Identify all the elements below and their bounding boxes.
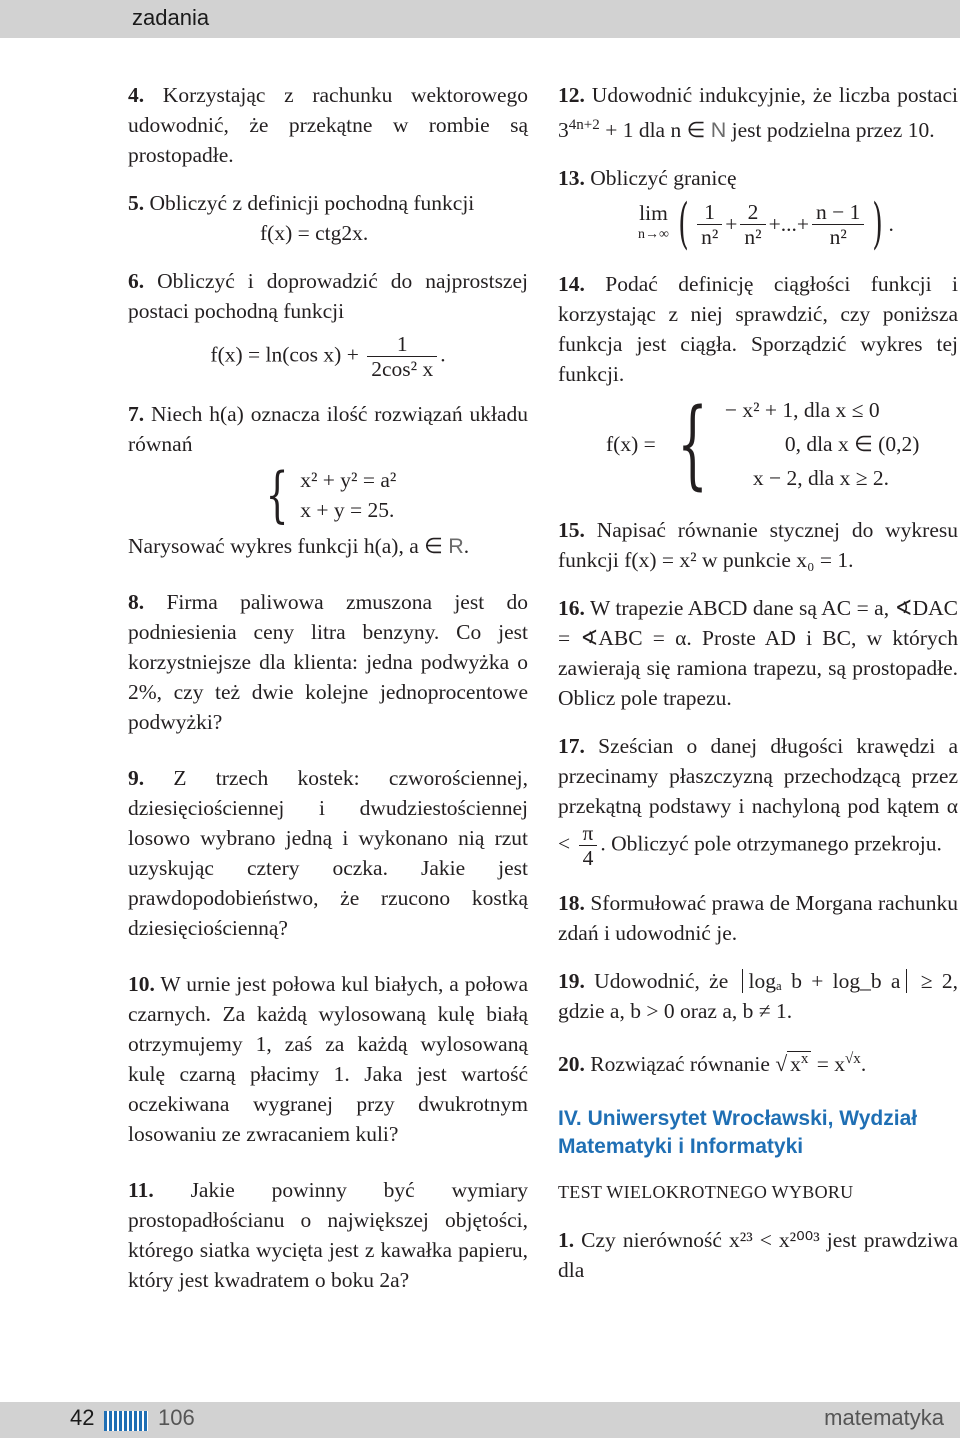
problem-number: 13. bbox=[558, 166, 585, 191]
problem-text: Niech h(a) oznacza ilość rozwiązań układu równań bbox=[128, 402, 528, 456]
problem-number: 16. bbox=[558, 596, 585, 621]
problem-text: Obliczyć i doprowadzić do najprostszej postaci pochodną funkcji bbox=[128, 269, 528, 323]
formula-end: . bbox=[860, 1052, 867, 1077]
page-header bbox=[0, 0, 960, 38]
fraction-numerator: 1 bbox=[697, 200, 722, 225]
power-exponent: √x bbox=[845, 1051, 861, 1068]
question-text: Czy nierówność bbox=[581, 1228, 722, 1253]
question-1 bbox=[558, 1225, 958, 1285]
problem-text: Obliczyć granicę bbox=[590, 166, 737, 191]
problem-text: Rozwiązać równanie bbox=[590, 1052, 770, 1077]
issue-number: 106 bbox=[158, 1405, 195, 1430]
inequality: x²³ < x²⁰⁰³ bbox=[729, 1228, 820, 1253]
lim-subscript: n→∞ bbox=[638, 227, 669, 243]
problem-number: 17. bbox=[558, 734, 585, 759]
problem-text: Z trzech kostek: czworościennej, dziesięciościennej i dwudziestościennej losowo wybrano jedną i wykonano nią rzut uzyskując cztery oczka. Jakie jest prawdopodobieństwo, że rzucono kostką dziesięciościenną? bbox=[128, 766, 529, 940]
fraction bbox=[812, 200, 864, 249]
page-footer bbox=[0, 1402, 960, 1438]
question-number: 1. bbox=[558, 1228, 575, 1253]
problem-text-c: jest podzielna przez 10. bbox=[731, 118, 935, 143]
piecewise-function bbox=[606, 388, 958, 501]
question-text-b: jest prawdziwa dla bbox=[558, 1228, 959, 1283]
fraction-denominator: n² bbox=[744, 224, 762, 249]
problem-text: Napisać równanie stycznej do wykresu funkcji f(x) = x² w punkcie x₀ = 1. bbox=[558, 518, 959, 573]
fraction-numerator: 1 bbox=[367, 332, 437, 357]
natural-numbers-symbol: N bbox=[710, 118, 727, 143]
case-1: − x² + 1, dla x ≤ 0 bbox=[724, 398, 880, 423]
text-end: . bbox=[463, 534, 470, 558]
sqrt-base: x bbox=[790, 1052, 801, 1077]
problem-text: Udowodnić indukcyjnie, że liczba postaci bbox=[591, 83, 958, 107]
fraction bbox=[697, 200, 722, 249]
problem-number: 14. bbox=[558, 272, 585, 297]
fraction bbox=[579, 821, 598, 870]
real-numbers-symbol: R bbox=[448, 534, 464, 558]
problem-text: Korzystając z rachunku wektorowego udowodnić, że przekątne w rombie są prostopadłe. bbox=[128, 83, 529, 167]
problem-number: 18. bbox=[558, 891, 585, 916]
problem-16 bbox=[558, 593, 958, 713]
problem-17 bbox=[558, 731, 958, 870]
problem-number: 15. bbox=[558, 518, 585, 543]
ellipsis: +...+ bbox=[768, 212, 809, 237]
problem-8 bbox=[128, 587, 528, 737]
equation: √ $x^x = x^{√x}$. bbox=[775, 1051, 867, 1077]
problem-10 bbox=[128, 969, 528, 1149]
right-column bbox=[558, 80, 958, 1285]
problem-text-2: Narysować wykres funkcji h(a), a ∈ bbox=[128, 534, 443, 558]
power-base: 3 bbox=[558, 118, 569, 143]
fraction-denominator: 2cos² x bbox=[371, 357, 434, 381]
sqrt-exponent: x bbox=[800, 1051, 809, 1068]
fraction-numerator: π bbox=[579, 821, 598, 846]
problem-text: Jakie powinny być wymiary prostopadłościanu o największej objętości, którego siatka wycięta jest z kawałka papieru, który jest kwadratem o boku 2a? bbox=[128, 1178, 528, 1292]
problem-19 bbox=[558, 966, 958, 1026]
formula: f(x) = ctg2x. bbox=[260, 221, 369, 245]
equation-system bbox=[258, 460, 528, 530]
problem-number: 10. bbox=[128, 972, 155, 996]
problem-text: Sześcian o danej długości krawędzi a przecinamy płaszczyzną przechodzącą przez przekątną podstawy i nachyloną pod kątem α < bbox=[558, 734, 958, 856]
problem-6 bbox=[128, 266, 528, 381]
absolute-value: logₐ b + log_b a bbox=[742, 969, 908, 993]
problem-13 bbox=[558, 163, 958, 256]
left-brace: { bbox=[265, 460, 289, 530]
problem-9 bbox=[128, 763, 528, 943]
problem-18 bbox=[558, 888, 958, 948]
problem-number: 11. bbox=[128, 1178, 154, 1202]
right-paren: ) bbox=[872, 192, 884, 256]
problem-text: W trapezie ABCD dane są AC = a, ∢DAC = ∢ABC = α. Proste AD i BC, w których zawierają się ramiona trapezu, są prostopadłe. Oblicz pole trapezu. bbox=[558, 596, 958, 711]
test-subtitle: TEST WIELOKROTNEGO WYBORU bbox=[558, 1182, 854, 1203]
fraction bbox=[367, 332, 437, 381]
power-exponent: 4n+2 bbox=[568, 117, 600, 133]
problem-number: 5. bbox=[128, 191, 145, 215]
problem-text-b: . Obliczyć pole otrzymanego przekroju. bbox=[600, 831, 942, 856]
problem-14 bbox=[558, 269, 958, 501]
problem-text: Udowodnić, że bbox=[594, 969, 729, 994]
formula-end: . bbox=[440, 342, 446, 367]
problem-number: 8. bbox=[128, 590, 145, 614]
problem-number: 19. bbox=[558, 969, 585, 994]
fraction-denominator: n² bbox=[829, 224, 847, 249]
formula bbox=[128, 332, 528, 381]
problem-number: 7. bbox=[128, 402, 145, 426]
function-lhs: f(x) = bbox=[606, 432, 656, 457]
problem-15 bbox=[558, 515, 958, 575]
formula-end: . bbox=[888, 212, 894, 237]
fraction-denominator: n² bbox=[701, 224, 719, 249]
section-heading: IV. Uniwersytet Wrocławski, Wydział Matematyki i Informatyki bbox=[558, 1107, 918, 1159]
left-paren: ( bbox=[678, 192, 689, 256]
fraction bbox=[740, 200, 765, 249]
problem-number: 12. bbox=[558, 83, 585, 107]
problem-text-b: + 1 dla n ∈ bbox=[605, 118, 706, 143]
problem-number: 6. bbox=[128, 269, 145, 293]
case-2: 0, dla x ∈ (0,2) bbox=[784, 432, 920, 457]
magazine-name: matematyka bbox=[824, 1405, 944, 1430]
problem-text-b: ≥ 2, gdzie a, b > 0 oraz a, b ≠ 1. bbox=[558, 969, 959, 1024]
problem-number: 4. bbox=[128, 83, 145, 107]
equation-middle: = x bbox=[816, 1052, 846, 1077]
problem-text: Firma paliwowa zmuszona jest do podniesienia ceny litra benzyny. Co jest korzystniejsze dla klienta: jedna podwyżka o 2%, czy też dwie kolejne jednoprocentowe podwyżki? bbox=[128, 590, 528, 734]
problem-text: W urnie jest połowa kul białych, a połowa czarnych. Za każdą wylosowaną kulę białą otrzymujemy 1, zaś za każdą wylosowaną kulę czarną płacimy 1. Jaka jest wartość oczekiwana wygranej przy dwukrotnym losowaniu ze zwracaniem kuli? bbox=[128, 972, 528, 1146]
problem-number: 20. bbox=[558, 1052, 585, 1077]
formula-lhs: f(x) = ln(cos x) + bbox=[210, 342, 359, 367]
fraction-denominator: 4 bbox=[582, 846, 594, 871]
problem-text: Obliczyć z definicji pochodną funkcji bbox=[149, 191, 475, 215]
problem-12 bbox=[558, 80, 958, 145]
fraction-numerator: n − 1 bbox=[812, 200, 864, 225]
problem-number: 9. bbox=[128, 766, 145, 790]
problem-5 bbox=[128, 188, 528, 248]
left-column bbox=[128, 80, 528, 1313]
section-title: zadania bbox=[132, 5, 210, 30]
page-number: 42 bbox=[70, 1405, 95, 1430]
problem-11 bbox=[128, 1175, 528, 1295]
equation-1: x² + y² = a² bbox=[300, 468, 397, 492]
problem-text: Podać definicję ciągłości funkcji i korzystając z niej sprawdzić, czy poniższa funkcja jest ciągła. Sporządzić wykres tej funkcji. bbox=[558, 272, 958, 387]
problem-7 bbox=[128, 399, 528, 561]
left-brace: { bbox=[677, 388, 708, 501]
case-3: x − 2, dla x ≥ 2. bbox=[752, 466, 890, 491]
lim-label: lim bbox=[639, 201, 668, 226]
limit-expression: lim n→∞ ( $\frac{1}{\text{n²}}$ + $\frac{2}{\text{n²}}$ +...+ $\frac{n - 1}{\text{n²}}$ ) . bbox=[638, 192, 894, 256]
fraction-numerator: 2 bbox=[740, 200, 765, 225]
problem-text: Sformułować prawa de Morgana rachunku zdań i udowodnić je. bbox=[558, 891, 958, 946]
limit-operator bbox=[638, 201, 669, 244]
equation-2: x + y = 25. bbox=[300, 498, 395, 522]
problem-20 bbox=[558, 1044, 958, 1079]
problem-4 bbox=[128, 80, 528, 170]
barcode-decoration bbox=[104, 1411, 148, 1431]
